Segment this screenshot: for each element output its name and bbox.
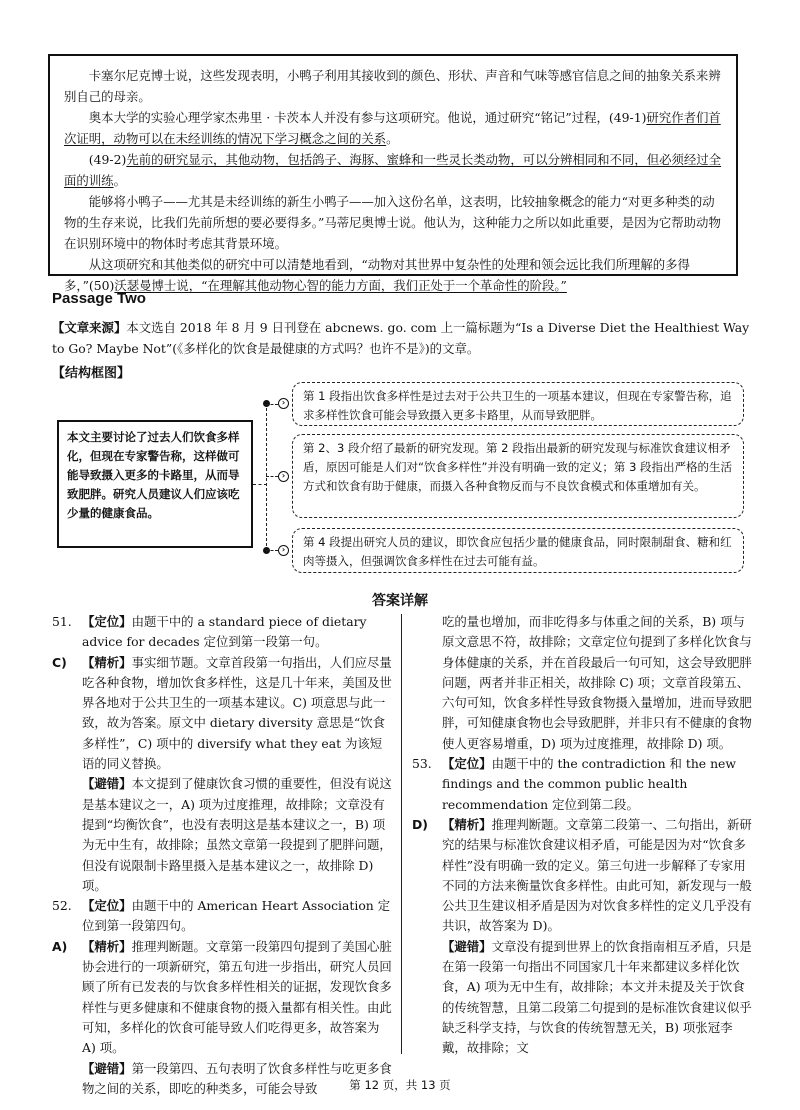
structure-box-paragraph-4: 第 4 段提出研究人员的建议，即饮食应包括少量的健康食品，同时限制甜食、糖和红肉等摄入，但强调饮食多样性在过去可能有益。 xyxy=(292,528,744,573)
passage-paragraph-2: 奥本大学的实验心理学家杰弗里 · 卡茨本人并没有参与这项研究。他说，通过研究“铭记”过程，(49-1)研究作者们首次证明，动物可以在未经训练的情况下学习概念之间的关系。 xyxy=(64,110,721,146)
page-number: 第 12 页，共 13 页 xyxy=(349,1078,451,1092)
q52-pitfalls-text-part1: 第一段第四、五句表明了饮食多样性与吃更多食物之间的关系，即吃的种类多，可能会导致 xyxy=(82,1060,392,1096)
underlined-sentence-49-1: 研究作者们首次证明，动物可以在未经训练的情况下学习概念之间的关系 xyxy=(64,110,721,146)
q52-answer: A) xyxy=(52,938,68,954)
q51-locate: 51. 【定位】由题干中的 a standard piece of dietary advice for decades 定位到第一段第一句。 xyxy=(52,614,367,650)
passage-paragraph-4: 能够将小鸭子——尤其是未经训练的新生小鸭子——加入这份名单，这表明，比较抽象概念的能力“对更多种类的动物的生存来说，比我们先前所想的要必要得多。”马蒂尼奥博士说。他认为，这种能力之所以如此重要，是因为它帮助动物在识别环境中的物体时考虑其背景环境。 xyxy=(64,194,721,251)
underlined-sentence-49-2: 先前的研究显示，其他动物，包括鸽子、海豚、蜜蜂和一些灵长类动物，可以分辨相同和不同，但必须经过全面的训练 xyxy=(64,152,722,188)
q51-analysis: C) 【精析】事实细节题。文章首段第一句指出，人们应尽量吃各种食物，增加饮食多样性，这是几十年来，美国及世界各地对于公共卫生的一项基本建议。C) 项意思与此一致，故为答案。原文中 dietary diversity 意思是“饮食多样性”，C) 项中的 diversify what they eat 为该短语的同义替换。 xyxy=(52,654,392,772)
q53-locate: 53. 【定位】由题干中的 the contradiction 和 the new findings and the common public health recommendation 定位到第二段。 xyxy=(412,756,736,812)
passage-paragraph-3: (49-2)先前的研究显示，其他动物，包括鸽子、海豚、蜜蜂和一些灵长类动物，可以分辨相同和不同，但必须经过全面的训练。 xyxy=(64,152,722,188)
answer-column-right xyxy=(412,612,752,1059)
q52-pitfalls-cont xyxy=(412,612,752,754)
structure-label: 【结构框图】 xyxy=(52,366,131,381)
connector-branch-1 xyxy=(266,404,278,405)
q51-answer: C) xyxy=(52,654,67,670)
q52-analysis: A) 【精析】推理判断题。文章第一段第四句提到了美国心脏协会进行的一项新研究，第五句进一步指出，研究人员回顾了所有已发表的与饮食多样性相关的证据，发现饮食多样性与更多健康和不健康食物的摄入量都有相关性。由此可知，多样化的饮食可能导致人们吃得更多，故答案为 A) 项。 xyxy=(52,938,392,1056)
q51-pitfalls: 【避错】本文提到了健康饮食习惯的重要性，但没有说这是基本建议之一，A) 项为过度推理，故排除；文章没有提到“均衡饮食”，也没有表明这是基本建议之一，B) 项为无中生有，故排除；虽然文章第一段提到了肥胖问题，但没有说限制卡路里摄入是基本建议之一，故排除 D) 项。 xyxy=(82,776,392,893)
column-divider xyxy=(401,614,402,1054)
structure-box-paragraph-2-3: 第 2、3 段介绍了最新的研究发现。第 2 段指出最新的研究发现与标准饮食建议相矛盾，原因可能是人们对“饮食多样性”并没有明确一致的定义；第 3 段指出严格的生活方式和饮食有助于健康，而摄入各种食物反而与不良饮食模式和体重增加有关。 xyxy=(292,434,744,518)
passage-paragraph-1: 卡塞尔尼克博士说，这些发现表明，小鸭子利用其接收到的颜色、形状、声音和气味等感官信息之间的抽象关系来辨别自己的母亲。 xyxy=(64,68,721,104)
article-source xyxy=(52,317,752,359)
passage-paragraph-5: 从这项研究和其他类似的研究中可以清楚地看到，“动物对其世界中复杂性的处理和领会远比我们所理解的多得多，”(50)沃瑟曼博士说，“在理解其他动物心智的能力方面，我们正处于一个革命性的阶段。” xyxy=(64,257,690,293)
connector-branch-3 xyxy=(266,550,278,551)
passage-translation-box xyxy=(48,54,738,293)
connector-main xyxy=(253,484,267,485)
source-label: 【文章来源】 xyxy=(52,320,127,335)
connector-branch-2 xyxy=(266,476,278,477)
arrow-node-2-icon: › xyxy=(278,471,289,482)
arrow-node-1-icon: › xyxy=(278,398,289,409)
arrow-node-3-icon: › xyxy=(278,545,289,556)
connector-vertical xyxy=(266,403,267,551)
structure-box-paragraph-1: 第 1 段指出饮食多样性是过去对于公共卫生的一项基本建议，但现在专家警告称，追求多样性饮食可能会导致摄入更多卡路里，从而导致肥胖。 xyxy=(292,382,744,426)
q52-pitfalls-text-part2: 吃的量也增加，而非吃得多与体重之间的关系，B) 项与原文意思不符，故排除；文章定位句提到了多样化饮食与身体健康的关系，并在首段最后一句可知，这会导致肥胖问题，两者并非正相关，故排除 C) 项；文章首段第五、六句可知，饮食多样性导致食物摄入量增加，进而导致肥胖，可知健康食物也会导致肥胖，并非只有不健康的食物使人更容易增重，D) 项为过度推理，故排除 D) 项。 xyxy=(442,614,752,751)
q52-locate: 52. 【定位】由题干中的 American Heart Association 定位到第一段第四句。 xyxy=(52,898,391,934)
source-text: 本文选自 2018 年 8 月 9 日刊登在 abcnews. go. com 上一篇标题为“Is a Diverse Diet the Healthiest Way to Go? Maybe Not”(《多样化的饮食是最健康的方式吗？也许不是》)的文章。 xyxy=(52,320,750,356)
q53-analysis: D) 【精析】推理判断题。文章第二段第一、二句指出，新研究的结果与标准饮食建议相矛盾，可能是因为对“饮食多样性”没有明确一致的定义。第三句进一步解释了专家用不同的方法来衡量饮食多样性。由此可知，新发现与一般公共卫生建议相矛盾是因为对饮食多样性的定义几乎没有共识，故答案为 D)。 xyxy=(412,816,752,934)
q53-answer: D) xyxy=(412,816,428,832)
answer-column-left xyxy=(52,612,392,1099)
passage-two-title: Passage Two xyxy=(52,290,146,307)
answer-section-title: 答案详解 xyxy=(372,593,428,609)
q53-pitfalls: 【避错】文章没有提到世界上的饮食指南相互矛盾，只是在第一段第一句指出不同国家几十年来都建议多样化饮食，A) 项为无中生有，故排除；本文并未提及关于饮食的传统智慧，且第二段第二句提到的是标准饮食建议似乎缺乏科学支持，与饮食的传统智慧无关，B) 项张冠李戴，故排除；文 xyxy=(442,938,752,1056)
q52-pitfalls-start: 【避错】第一段第四、五句表明了饮食多样性与吃更多食物之间的关系，即吃的种类多，可能会导致 xyxy=(82,1060,392,1096)
summary-box: 本文主要讨论了过去人们饮食多样化，但现在专家警告称，这样做可能导致摄入更多的卡路里，从而导致肥胖。研究人员建议人们应该吃少量的健康食品。 xyxy=(57,420,253,548)
underlined-sentence-50: 沃瑟曼博士说，“在理解其他动物心智的能力方面，我们正处于一个革命性的阶段。” xyxy=(114,278,567,293)
